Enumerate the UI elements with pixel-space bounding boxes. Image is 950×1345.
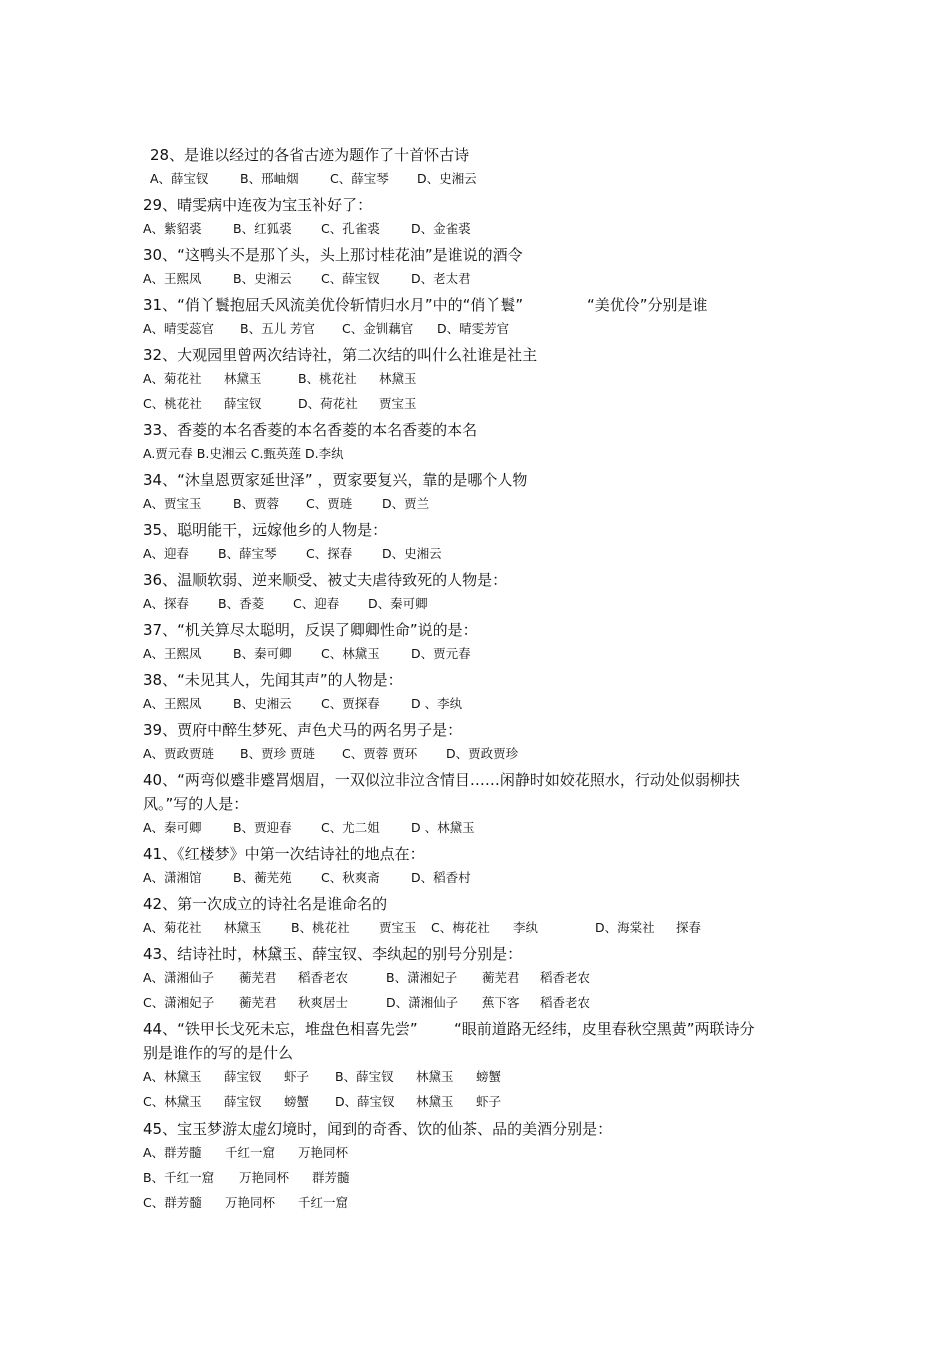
option-d-3: 虾子: [476, 1094, 502, 1109]
question-33: 33、香菱的本名香菱的本名香菱的本名香菱的本名: [143, 421, 478, 439]
option-c: C、秋爽斋: [321, 870, 380, 885]
option-c: C、桃花社: [143, 396, 202, 411]
option-d: D、老太君: [411, 271, 471, 286]
option-c-3: 螃蟹: [284, 1094, 310, 1109]
option-c: C、迎春: [293, 596, 340, 611]
option-a-2: 千红一窟: [225, 1145, 276, 1160]
option-b: B、史湘云: [233, 271, 292, 286]
option-c: C、金钏藕官: [342, 321, 414, 336]
option-c: C、尤二姐: [321, 820, 380, 835]
option-d: D、金雀裘: [411, 221, 471, 236]
option-d: D 、李纨: [411, 696, 463, 711]
option-d: D、潇湘仙子: [386, 995, 459, 1010]
option-c: C、梅花社: [431, 920, 490, 935]
option-a: A、王熙凤: [143, 271, 202, 286]
option-c: C、林黛玉: [321, 646, 380, 661]
option-c-3: 千红一窟: [298, 1195, 349, 1210]
question-37: 37、“机关算尽太聪明，反误了卿卿性命”说的是：: [143, 621, 478, 639]
option-b-2: 林黛玉: [416, 1069, 454, 1084]
question-36: 36、温顺软弱、逆来顺受、被丈夫虐待致死的人物是：: [143, 571, 508, 589]
option-c: C、潇湘妃子: [143, 995, 215, 1010]
option-d: D 、林黛玉: [411, 820, 475, 835]
option-b: B、史湘云: [233, 696, 292, 711]
option-a: A、菊花社: [143, 371, 202, 386]
option-a: A、贾政贾琏: [143, 746, 215, 761]
question-35: 35、聪明能干，远嫁他乡的人物是：: [143, 521, 388, 539]
option-c-2: 万艳同杯: [225, 1195, 276, 1210]
question-39: 39、贾府中醉生梦死、声色犬马的两名男子是：: [143, 721, 463, 739]
question-41: 41、《红楼梦》中第一次结诗社的地点在：: [143, 845, 425, 863]
option-d: D、薛宝钗: [335, 1094, 395, 1109]
option-a-3: 稻香老农: [298, 970, 349, 985]
option-c-3: 秋爽居士: [298, 995, 349, 1010]
question-38: 38、“未见其人，先闻其声”的人物是：: [143, 671, 403, 689]
option-a: A、群芳髓: [143, 1145, 202, 1160]
option-a: A、薛宝钗: [150, 171, 209, 186]
question-42: 42、第一次成立的诗社名是谁命名的: [143, 895, 388, 913]
option-b-3: 螃蟹: [476, 1069, 502, 1084]
option-a-2: 蘅芜君: [239, 970, 277, 985]
option-list: A.贾元春 B.史湘云 C.甄英莲 D.李纨: [143, 446, 344, 461]
option-c: C、贾探春: [321, 696, 380, 711]
option-a-2: 薛宝钗: [224, 1069, 262, 1084]
option-c: C、孔雀裘: [321, 221, 380, 236]
option-a: A、潇湘仙子: [143, 970, 215, 985]
option-a: A、菊花社: [143, 920, 202, 935]
option-a-3: 万艳同杯: [298, 1145, 349, 1160]
option-d-2: 蕉下客: [482, 995, 520, 1010]
option-b: B、红狐裘: [233, 221, 292, 236]
option-b-3: 稻香老农: [540, 970, 591, 985]
option-b-2: 万艳同杯: [239, 1170, 290, 1185]
question-30: 30、“这鸭头不是那丫头，头上那讨桂花油”是谁说的酒令: [143, 246, 523, 264]
option-d: D、贾政贾珍: [446, 746, 519, 761]
option-b-name: 林黛玉: [379, 371, 417, 386]
option-a: A、王熙凤: [143, 646, 202, 661]
option-c-2: 蘅芜君: [239, 995, 277, 1010]
question-40-line2: 风。”写的人是：: [143, 795, 249, 813]
option-b: B、香菱: [218, 596, 265, 611]
option-d-name: 贾宝玉: [379, 396, 417, 411]
option-b: B、蘅芜苑: [233, 870, 292, 885]
question-29: 29、晴雯病中连夜为宝玉补好了：: [143, 196, 373, 214]
option-a: A、贾宝玉: [143, 496, 202, 511]
option-c: C、薛宝钗: [321, 271, 380, 286]
question-40: 40、“两弯似蹙非蹙罥烟眉，一双似泣非泣含情目……闲静时如姣花照水，行动处似弱柳扶: [143, 771, 740, 789]
option-c-2: 薛宝钗: [224, 1094, 262, 1109]
question-31: 31、“俏丫鬟抱屈夭风流美优伶斩情归水月”中的“俏丫鬟”: [143, 296, 524, 314]
option-b: B、邢岫烟: [240, 171, 299, 186]
option-d: D、贾兰: [382, 496, 430, 511]
option-d-2: 林黛玉: [416, 1094, 454, 1109]
option-b: B、贾珍 贾琏: [240, 746, 316, 761]
option-b: B、贾迎春: [233, 820, 292, 835]
option-a: A、紫貂裘: [143, 221, 202, 236]
option-b: B、五儿 芳官: [240, 321, 316, 336]
question-34: 34、“沐皇恩贾家延世泽” ，贾家要复兴，靠的是哪个人物: [143, 471, 528, 489]
question-44-part2: “眼前道路无经纬，皮里春秋空黑黄”两联诗分: [454, 1020, 755, 1038]
option-c: C、探春: [306, 546, 353, 561]
option-c: C、贾琏: [306, 496, 353, 511]
option-a: A、迎春: [143, 546, 190, 561]
option-b: B、薛宝琴: [218, 546, 277, 561]
option-b-name: 贾宝玉: [379, 920, 417, 935]
option-b-3: 群芳髓: [312, 1170, 350, 1185]
option-d: D、史湘云: [417, 171, 477, 186]
option-a: A、潇湘馆: [143, 870, 202, 885]
option-a: A、林黛玉: [143, 1069, 202, 1084]
question-44-line2: 别是谁作的写的是什么: [143, 1044, 294, 1062]
option-c: C、林黛玉: [143, 1094, 202, 1109]
option-c: C、贾蓉 贾环: [342, 746, 418, 761]
option-c: C、群芳髓: [143, 1195, 202, 1210]
option-d: D、稻香村: [411, 870, 471, 885]
option-b: B、秦可卿: [233, 646, 292, 661]
option-a: A、探春: [143, 596, 190, 611]
option-d: D、秦可卿: [368, 596, 428, 611]
option-a-3: 虾子: [284, 1069, 310, 1084]
question-44: 44、“铁甲长戈死未忘，堆盘色相喜先尝”: [143, 1020, 418, 1038]
option-d: D、荷花社: [298, 396, 358, 411]
option-a: A、王熙凤: [143, 696, 202, 711]
option-b-2: 蘅芜君: [482, 970, 520, 985]
option-b: B、桃花社: [291, 920, 350, 935]
option-a: A、晴雯蕊官: [143, 321, 215, 336]
option-b: B、桃花社: [298, 371, 357, 386]
option-c-name: 薛宝钗: [224, 396, 262, 411]
question-43: 43、结诗社时，林黛玉、薛宝钗、李纨起的别号分别是：: [143, 945, 523, 963]
option-b: B、贾蓉: [233, 496, 280, 511]
option-a-name: 林黛玉: [224, 920, 262, 935]
question-45: 45、宝玉梦游太虚幻境时，闻到的奇香、饮的仙茶、品的美酒分别是：: [143, 1120, 613, 1138]
option-d: D、晴雯芳官: [437, 321, 510, 336]
option-d: D、史湘云: [382, 546, 442, 561]
option-c-name: 李纨: [513, 920, 539, 935]
option-a-name: 林黛玉: [224, 371, 262, 386]
question-31-part2: “美优伶”分别是谁: [587, 296, 708, 314]
option-b: B、千红一窟: [143, 1170, 215, 1185]
question-28: 28、是谁以经过的各省古迹为题作了十首怀古诗: [150, 146, 470, 164]
option-a: A、秦可卿: [143, 820, 202, 835]
question-32: 32、大观园里曾两次结诗社，第二次结的叫什么社谁是社主: [143, 346, 538, 364]
option-b: B、潇湘妃子: [386, 970, 458, 985]
option-c: C、薛宝琴: [330, 171, 389, 186]
option-b: B、薛宝钗: [335, 1069, 394, 1084]
option-d-3: 稻香老农: [540, 995, 591, 1010]
option-d: D、海棠社: [595, 920, 655, 935]
option-d-name: 探春: [676, 920, 702, 935]
option-d: D、贾元春: [411, 646, 471, 661]
